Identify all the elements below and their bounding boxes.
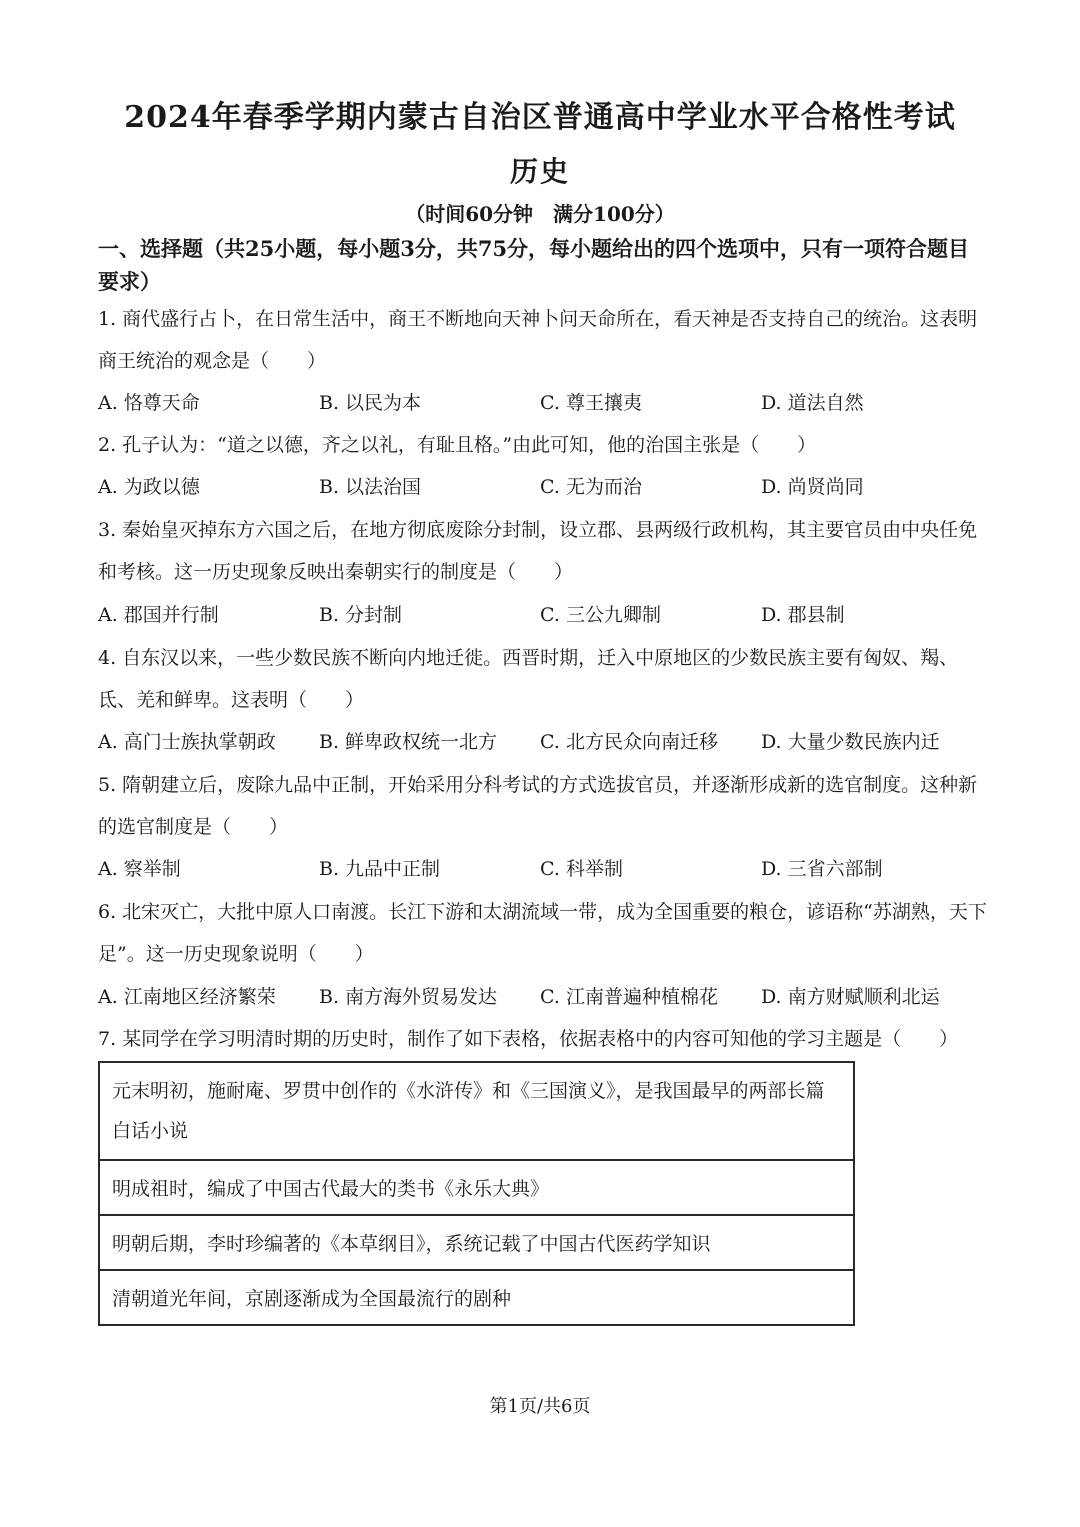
question-2-option-a[interactable]: A. 为政以德 — [98, 476, 200, 498]
question-3-option-b[interactable]: B. 分封制 — [319, 604, 403, 626]
table-cell: 明朝后期，李时珍编著的《本草纲目》，系统记载了中国古代医药学知识 — [99, 1215, 854, 1270]
question-4-option-d[interactable]: D. 大量少数民族内迁 — [761, 731, 940, 753]
question-5-option-b[interactable]: B. 九品中正制 — [319, 858, 441, 880]
question-5-option-a[interactable]: A. 察举制 — [98, 858, 181, 880]
question-7-table — [98, 1061, 855, 1326]
question-1-option-d[interactable]: D. 道法自然 — [761, 392, 864, 414]
table-row — [99, 1270, 854, 1325]
table-row — [99, 1215, 854, 1270]
question-4-option-c[interactable]: C. 北方民众向南迁移 — [540, 731, 718, 753]
question-2-option-d[interactable]: D. 尚贤尚同 — [761, 476, 864, 498]
question-1-option-a[interactable]: A. 恪尊天命 — [98, 392, 200, 414]
question-6-option-c[interactable]: C. 江南普遍种植棉花 — [540, 986, 718, 1008]
question-3-options — [98, 594, 988, 636]
question-7-text: 7. 某同学在学习明清时期的历史时，制作了如下表格，依据表格中的内容可知他的学习主题是（ ） — [98, 1028, 959, 1050]
question-6-option-a[interactable]: A. 江南地区经济繁荣 — [98, 986, 276, 1008]
question-5-text: 5. 隋朝建立后，废除九品中正制，开始采用分科考试的方式选拔官员，并逐渐形成新的选官制度。这种新的选官制度是（ ） — [98, 774, 978, 838]
question-4-option-b[interactable]: B. 鲜卑政权统一北方 — [319, 731, 498, 753]
question-1-option-c[interactable]: C. 尊王攘夷 — [540, 392, 642, 414]
table-cell: 明成祖时，编成了中国古代最大的类书《永乐大典》 — [99, 1160, 854, 1215]
exam-time-score: （时间60分钟 满分100分） — [405, 202, 675, 226]
question-1-option-b[interactable]: B. 以民为本 — [319, 392, 422, 414]
question-3-option-d[interactable]: D. 郡县制 — [761, 604, 845, 626]
question-4-option-a[interactable]: A. 高门士族执掌朝政 — [98, 731, 276, 753]
exam-title: 2024年春季学期内蒙古自治区普通高中学业水平合格性考试 — [124, 100, 956, 135]
question-2-option-b[interactable]: B. 以法治国 — [319, 476, 422, 498]
question-4-options — [98, 721, 988, 763]
question-5-option-c[interactable]: C. 科举制 — [540, 858, 623, 880]
question-3-text: 3. 秦始皇灭掉东方六国之后，在地方彻底废除分封制，设立郡、县两级行政机构，其主要官员由中央任免和考核。这一历史现象反映出秦朝实行的制度是（ ） — [98, 519, 978, 583]
question-3-option-c[interactable]: C. 三公九卿制 — [540, 604, 661, 626]
table-row — [99, 1062, 854, 1160]
question-3-option-a[interactable]: A. 郡国并行制 — [98, 604, 219, 626]
question-2-options — [98, 466, 988, 508]
question-1-text: 1. 商代盛行占卜，在日常生活中，商王不断地向天神卜问天命所在，看天神是否支持自己的统治。这表明商王统治的观念是（ ） — [98, 308, 978, 372]
question-5-option-d[interactable]: D. 三省六部制 — [761, 858, 883, 880]
question-2-option-c[interactable]: C. 无为而治 — [540, 476, 642, 498]
page-number: 第1页/共6页 — [489, 1396, 591, 1417]
question-6-option-d[interactable]: D. 南方财赋顺利北运 — [761, 986, 940, 1008]
table-cell: 元末明初，施耐庵、罗贯中创作的《水浒传》和《三国演义》，是我国最早的两部长篇白话小说 — [99, 1062, 854, 1160]
table-row — [99, 1160, 854, 1215]
question-4-text: 4. 自东汉以来，一些少数民族不断向内地迁徙。西晋时期，迁入中原地区的少数民族主要有匈奴、羯、氐、羌和鲜卑。这表明（ ） — [98, 647, 959, 711]
question-2-text: 2. 孔子认为：“道之以德，齐之以礼，有耻且格。”由此可知，他的治国主张是（ ） — [98, 434, 817, 456]
exam-subject: 历史 — [509, 155, 570, 188]
question-5-options — [98, 848, 988, 890]
table-cell: 清朝道光年间，京剧逐渐成为全国最流行的剧种 — [99, 1270, 854, 1325]
question-6-options — [98, 976, 988, 1018]
section-heading: 一、选择题（共25小题，每小题3分，共75分，每小题给出的四个选项中，只有一项符合题目要求） — [98, 236, 970, 294]
question-6-option-b[interactable]: B. 南方海外贸易发达 — [319, 986, 498, 1008]
question-6-text: 6. 北宋灭亡，大批中原人口南渡。长江下游和太湖流域一带，成为全国重要的粮仓，谚语称“苏湖熟，天下足”。这一历史现象说明（ ） — [98, 901, 987, 965]
question-1-options — [98, 382, 988, 424]
